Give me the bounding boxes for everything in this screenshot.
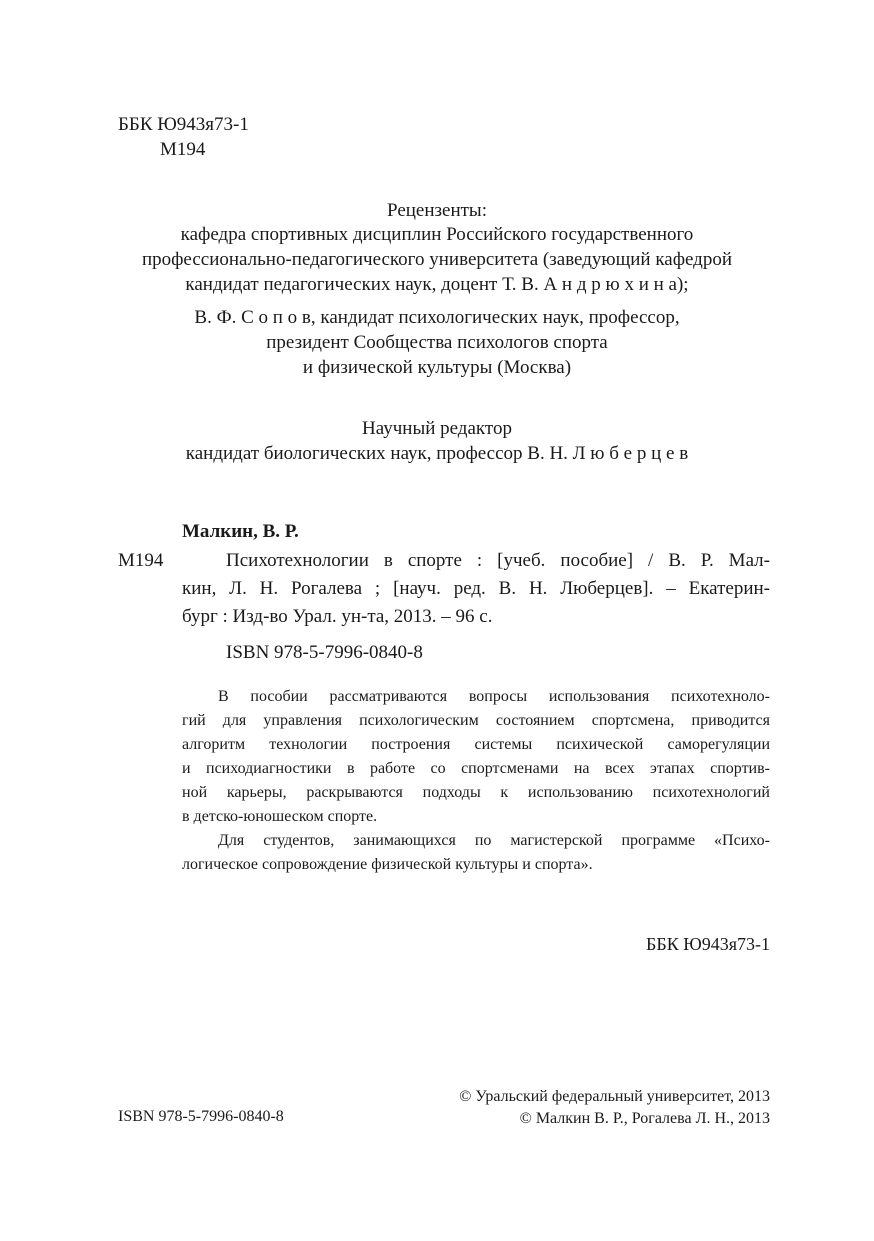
annotation-line: Для студентов, занимающихся по магистерской программе «Психо-: [218, 832, 770, 849]
catalog-line: бург : Изд-во Урал. ун-та, 2013. – 96 с.: [182, 606, 493, 627]
editor-line: кандидат биологических наук, профессор В. Н. Л ю б е р ц е в: [185, 443, 689, 464]
reviewers-heading: Рецензенты:: [387, 200, 487, 221]
catalog-isbn: ISBN 978-5-7996-0840-8: [226, 642, 423, 663]
annotation-line: В пособии рассматриваются вопросы использования психотехноло-: [218, 688, 770, 705]
bbk-code-top: ББК Ю943я73-1: [118, 114, 249, 135]
annotation-line: гий для управления психологическим состоянием спортсмена, приводится: [182, 712, 770, 729]
author-mark-top: М194: [160, 139, 206, 160]
copyright-university: © Уральский федеральный университет, 2013: [459, 1088, 770, 1105]
catalog-mark: М194: [118, 550, 164, 571]
reviewer-line: президент Сообщества психологов спорта: [266, 332, 608, 353]
bbk-code-bottom: ББК Ю943я73-1: [646, 934, 770, 954]
reviewer-line: кафедра спортивных дисциплин Российского государственного: [180, 224, 694, 245]
reviewer-line: и физической культуры (Москва): [302, 357, 572, 378]
annotation-line: алгоритм технологии построения системы психической саморегуляции: [182, 736, 770, 753]
annotation-line: логическое сопровождение физической культуры и спорта».: [182, 856, 593, 873]
copyright-authors: © Малкин В. Р., Рогалева Л. Н., 2013: [519, 1110, 770, 1127]
editor-heading: Научный редактор: [362, 418, 512, 439]
annotation-line: и психодиагностики в работе со спортсменами на всех этапах спортив-: [182, 760, 770, 777]
catalog-line: кин, Л. Н. Рогалева ; [науч. ред. В. Н. Люберцев]. – Екатерин-: [182, 578, 770, 599]
annotation-line: ной карьеры, раскрываются подходы к использованию психотехнологий: [182, 784, 770, 801]
catalog-author: Малкин, В. Р.: [182, 521, 299, 542]
reviewer-line: В. Ф. С о п о в, кандидат психологических наук, профессор,: [194, 307, 680, 328]
annotation-line: в детско-юношеском спорте.: [182, 808, 378, 825]
footer-isbn: ISBN 978-5-7996-0840-8: [118, 1108, 284, 1125]
reviewer-line: кандидат педагогических наук, доцент Т. В. А н д р ю х и н а);: [185, 274, 689, 295]
reviewer-line: профессионально-педагогического университета (заведующий кафедрой: [141, 249, 733, 270]
catalog-line: Психотехнологии в спорте : [учеб. пособие] / В. Р. Мал-: [226, 550, 770, 571]
